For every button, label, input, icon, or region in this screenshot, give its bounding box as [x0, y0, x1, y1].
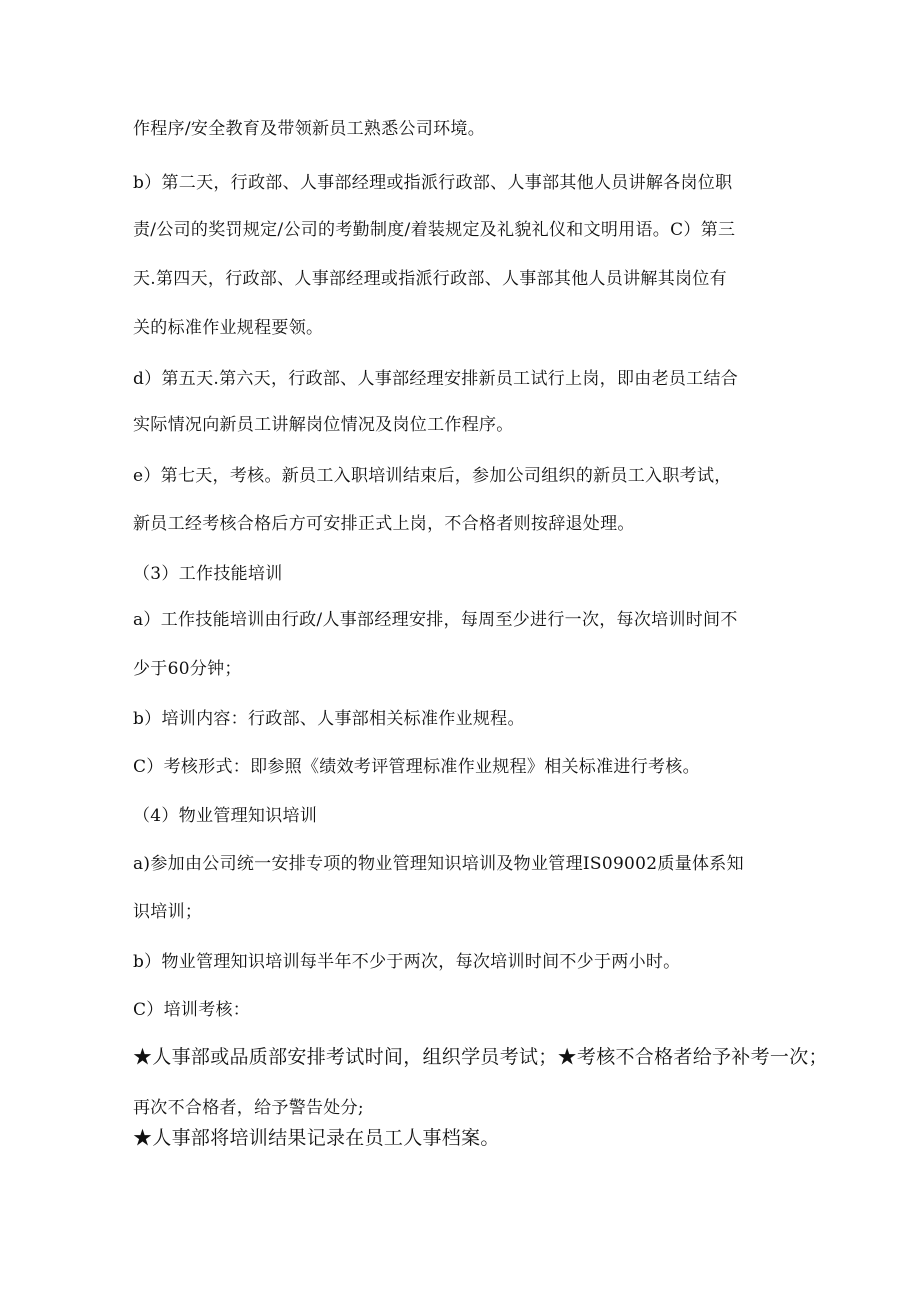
section-heading: （4）物业管理知识培训 — [133, 806, 318, 826]
text-line: e）第七天，考核。新员工入职培训结束后，参加公司组织的新员工入职考试， — [133, 466, 732, 486]
text-line: 再次不合格者，给予警告处分; — [133, 1098, 364, 1118]
star-bullet-line: ★人事部将培训结果记录在员工人事档案。 — [133, 1127, 500, 1149]
text-line: 实际情况向新员工讲解岗位情况及岗位工作程序。 — [133, 415, 514, 435]
star-bullet-line: ★人事部或品质部安排考试时间，组织学员考试；★考核不合格者给予补考一次； — [133, 1046, 828, 1068]
text-line: a）工作技能培训由行政/人事部经理安排，每周至少进行一次，每次培训时间不 — [133, 610, 738, 630]
text-line: 作程序/安全教育及带领新员工熟悉公司环境。 — [133, 119, 486, 139]
text-line: 关的标准作业规程要领。 — [133, 318, 324, 338]
text-line: b）第二天，行政部、人事部经理或指派行政部、人事部其他人员讲解各岗位职 — [133, 173, 733, 193]
text-line: 新员工经考核合格后方可安排正式上岗，不合格者则按辞退处理。 — [133, 514, 635, 534]
text-line: C）培训考核： — [133, 1000, 251, 1020]
text-line: 天.第四天，行政部、人事部经理或指派行政部、人事部其他人员讲解其岗位有 — [133, 269, 727, 289]
text-line: b）培训内容：行政部、人事部相关标准作业规程。 — [133, 709, 525, 729]
text-line: 识培训； — [133, 902, 203, 922]
text-line: 少于60分钟； — [133, 659, 242, 679]
text-line: b）物业管理知识培训每半年不少于两次，每次培训时间不少于两小时。 — [133, 952, 681, 972]
text-line: d）第五天.第六天，行政部、人事部经理安排新员工试行上岗，即由老员工结合 — [133, 369, 739, 389]
text-line: C）考核形式：即参照《绩效考评管理标准作业规程》相关标准进行考核。 — [133, 757, 700, 777]
text-line: a)参加由公司统一安排专项的物业管理知识培训及物业管理IS09002质量体系知 — [133, 854, 744, 874]
text-line: 责/公司的奖罚规定/公司的考勤制度/着装规定及礼貌礼仪和文明用语。C）第三 — [133, 220, 736, 240]
section-heading: （3）工作技能培训 — [133, 564, 283, 584]
